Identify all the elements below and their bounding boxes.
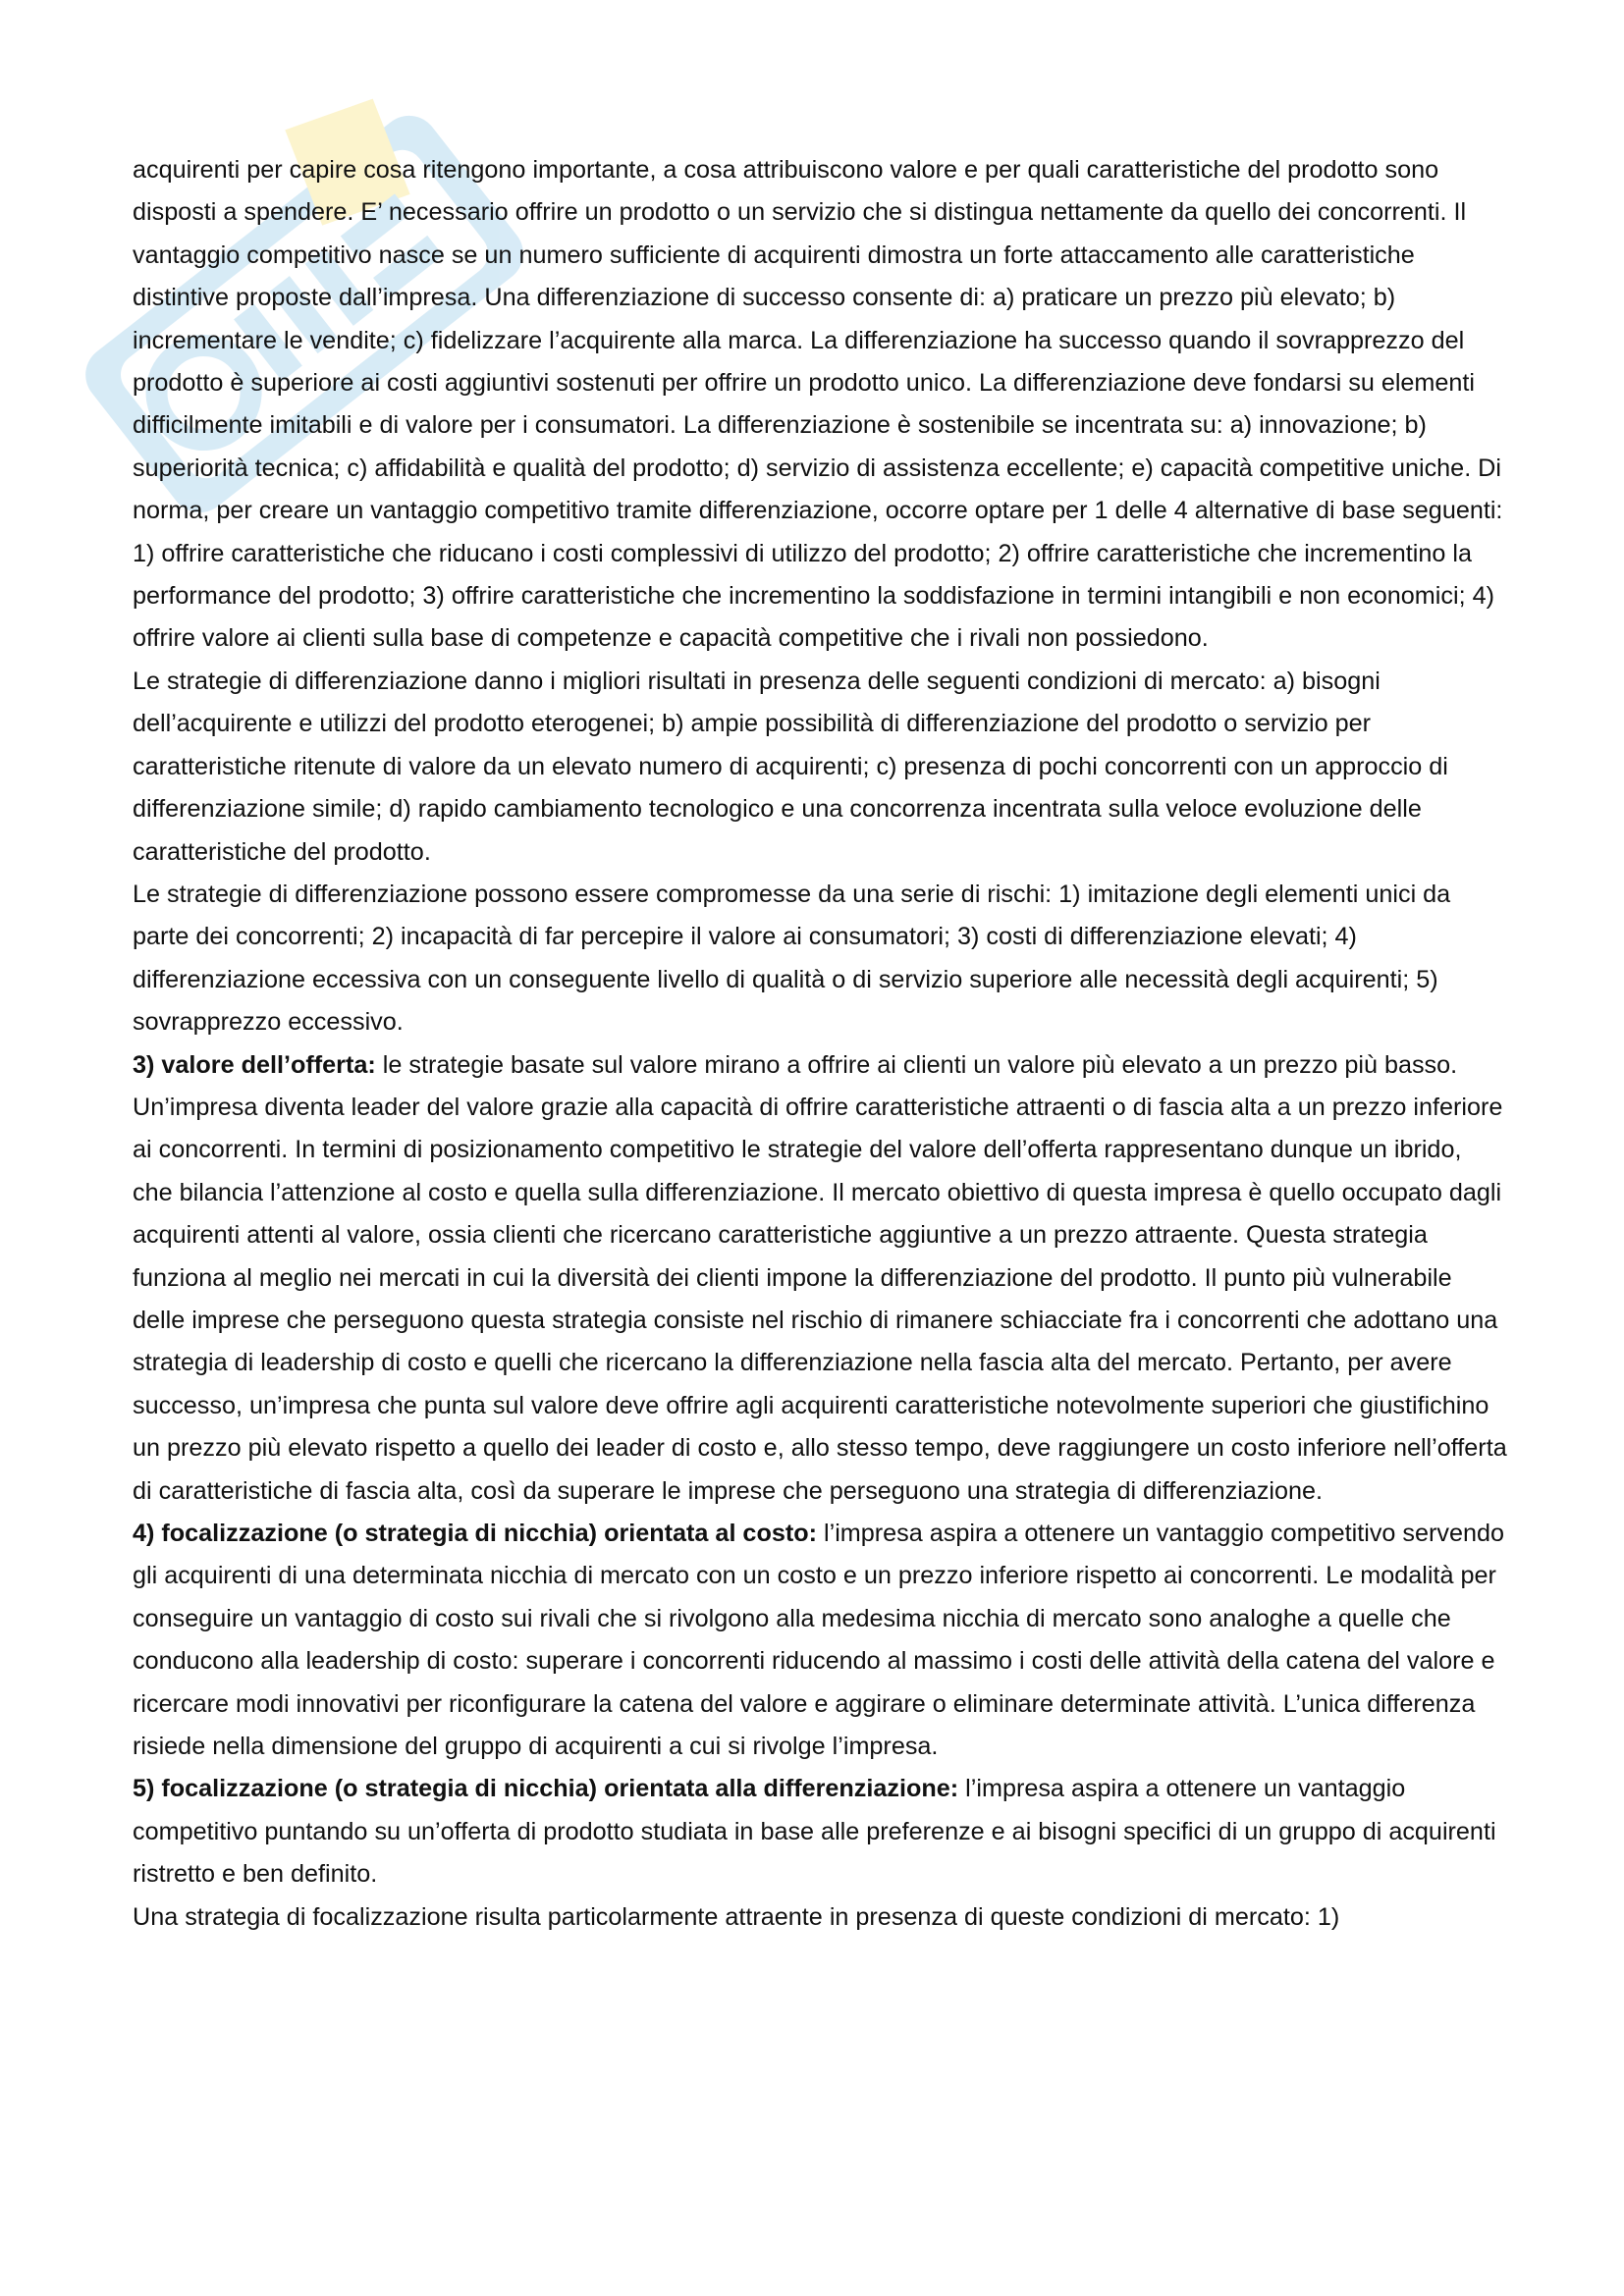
paragraph-text: l’impresa aspira a ottenere un vantaggio competitivo servendo gli acquirenti di una determinata nicchia di mercato con un costo e un prezzo inferiore rispetto ai concorrenti. Le modalità per conseguire un vantaggio di costo sui rivali che si rivolgono alla medesima nicchia di mercato sono analoghe a quelle che conducono alla leadership di costo: superare i concorrenti riducendo al massimo i costi delle attività della catena del valore e ricercare modi innovativi per riconfigurare la catena del valore e aggirare o eliminare determinate attività. L’unica differenza risiede nella dimensione del gruppo di acquirenti a cui si rivolge l’impresa. [133, 1520, 1505, 1761]
paragraph-text: Le strategie di differenziazione danno i migliori risultati in presenza delle seguenti condizioni di mercato: a) bisogni dell’acquirente e utilizzi del prodotto eterogenei; b) ampie possibilità di differenziazione del prodotto o servizio per caratteristiche ritenute di valore da un elevato numero di acquirenti; c) presenza di pochi concorrenti con un approccio di differenziazione simile; d) rapido cambiamento tecnologico e una concorrenza incentrata sulla veloce evoluzione delle caratteristiche del prodotto. [133, 667, 1448, 866]
paragraph [133, 1896, 1507, 1939]
paragraph-text: Le strategie di differenziazione possono essere compromesse da una serie di rischi: 1) imitazione degli elementi unici da parte dei concorrenti; 2) incapacità di far percepire il valore ai consumatori; 3) costi di differenziazione elevati; 4) differenziazione eccessiva con un conseguente livello di qualità o di servizio superiore alle necessità degli acquirenti; 5) sovrapprezzo eccessivo. [133, 880, 1451, 1037]
paragraph [133, 149, 1507, 661]
paragraph [133, 1768, 1507, 1896]
paragraph-heading: 5) focalizzazione (o strategia di nicchia) orientata alla differenziazione: [133, 1775, 959, 1803]
paragraph [133, 874, 1507, 1044]
paragraph-text: l’impresa aspira a ottenere un vantaggio competitivo puntando su un’offerta di prodotto studiata in base alle preferenze e ai bisogni specifici di un gruppo di acquirenti ristretto e ben definito. [133, 1775, 1496, 1889]
document-body [133, 149, 1507, 1939]
paragraph-heading: 4) focalizzazione (o strategia di nicchia) orientata al costo: [133, 1520, 817, 1547]
paragraph [133, 1513, 1507, 1768]
paragraph [133, 1044, 1507, 1513]
paragraph-text: Una strategia di focalizzazione risulta particolarmente attraente in presenza di queste condizioni di mercato: 1) [133, 1902, 1340, 1931]
paragraph-text: le strategie basate sul valore mirano a offrire ai clienti un valore più elevato a un prezzo più basso. Un’impresa diventa leader del valore grazie alla capacità di offrire caratteristiche attraenti o di fascia alta a un prezzo inferiore ai concorrenti. In termini di posizionamento competitivo le strategie del valore dell’offerta rappresentano dunque un ibrido, che bilancia l’attenzione al costo e quella sulla differenziazione. Il mercato obiettivo di questa impresa è quello occupato dagli acquirenti attenti al valore, ossia clienti che ricercano caratteristiche aggiuntive a un prezzo attraente. Questa strategia funziona al meglio nei mercati in cui la diversità dei clienti impone la differenziazione del prodotto. Il punto più vulnerabile delle imprese che perseguono questa strategia consiste nel rischio di rimanere schiacciate fra i concorrenti che adottano una strategia di leadership di costo e quelli che ricercano la differenziazione nella fascia alta del mercato. Pertanto, per avere successo, un’impresa che punta sul valore deve offrire agli acquirenti caratteristiche notevolmente superiori che giustifichino un prezzo più elevato rispetto a quello dei leader di costo e, allo stesso tempo, deve raggiungere un costo inferiore nell’offerta di caratteristiche di fascia alta, così da superare le imprese che perseguono una strategia di differenziazione. [133, 1050, 1507, 1505]
paragraph-text: acquirenti per capire cosa ritengono importante, a cosa attribuiscono valore e per quali caratteristiche del prodotto sono disposti a spendere. E’ necessario offrire un prodotto o un servizio che si distingua nettamente da quello dei concorrenti. Il vantaggio competitivo nasce se un numero sufficiente di acquirenti dimostra un forte attaccamento alle caratteristiche distintive proposte dall’impresa. Una differenziazione di successo consente di: a) praticare un prezzo più elevato; b) incrementare le vendite; c) fidelizzare l’acquirente alla marca. La differenziazione ha successo quando il sovrapprezzo del prodotto è superiore ai costi aggiuntivi sostenuti per offrire un prodotto unico. La differenziazione deve fondarsi su elementi difficilmente imitabili e di valore per i consumatori. La differenziazione è sostenibile se incentrata su: a) innovazione; b) superiorità tecnica; c) affidabilità e qualità del prodotto; d) servizio di assistenza eccellente; e) capacità competitive uniche. Di norma, per creare un vantaggio competitivo tramite differenziazione, occorre optare per 1 delle 4 alternative di base seguenti: 1) offrire caratteristiche che riducano i costi complessivi di utilizzo del prodotto; 2) offrire caratteristiche che incrementino la performance del prodotto; 3) offrire caratteristiche che incrementino la soddisfazione in termini intangibili e non economici; 4) offrire valore ai clienti sulla base di competenze e capacità competitive che i rivali non possiedono. [133, 156, 1503, 653]
paragraph [133, 661, 1507, 874]
paragraph-heading: 3) valore dell’offerta: [133, 1050, 376, 1079]
